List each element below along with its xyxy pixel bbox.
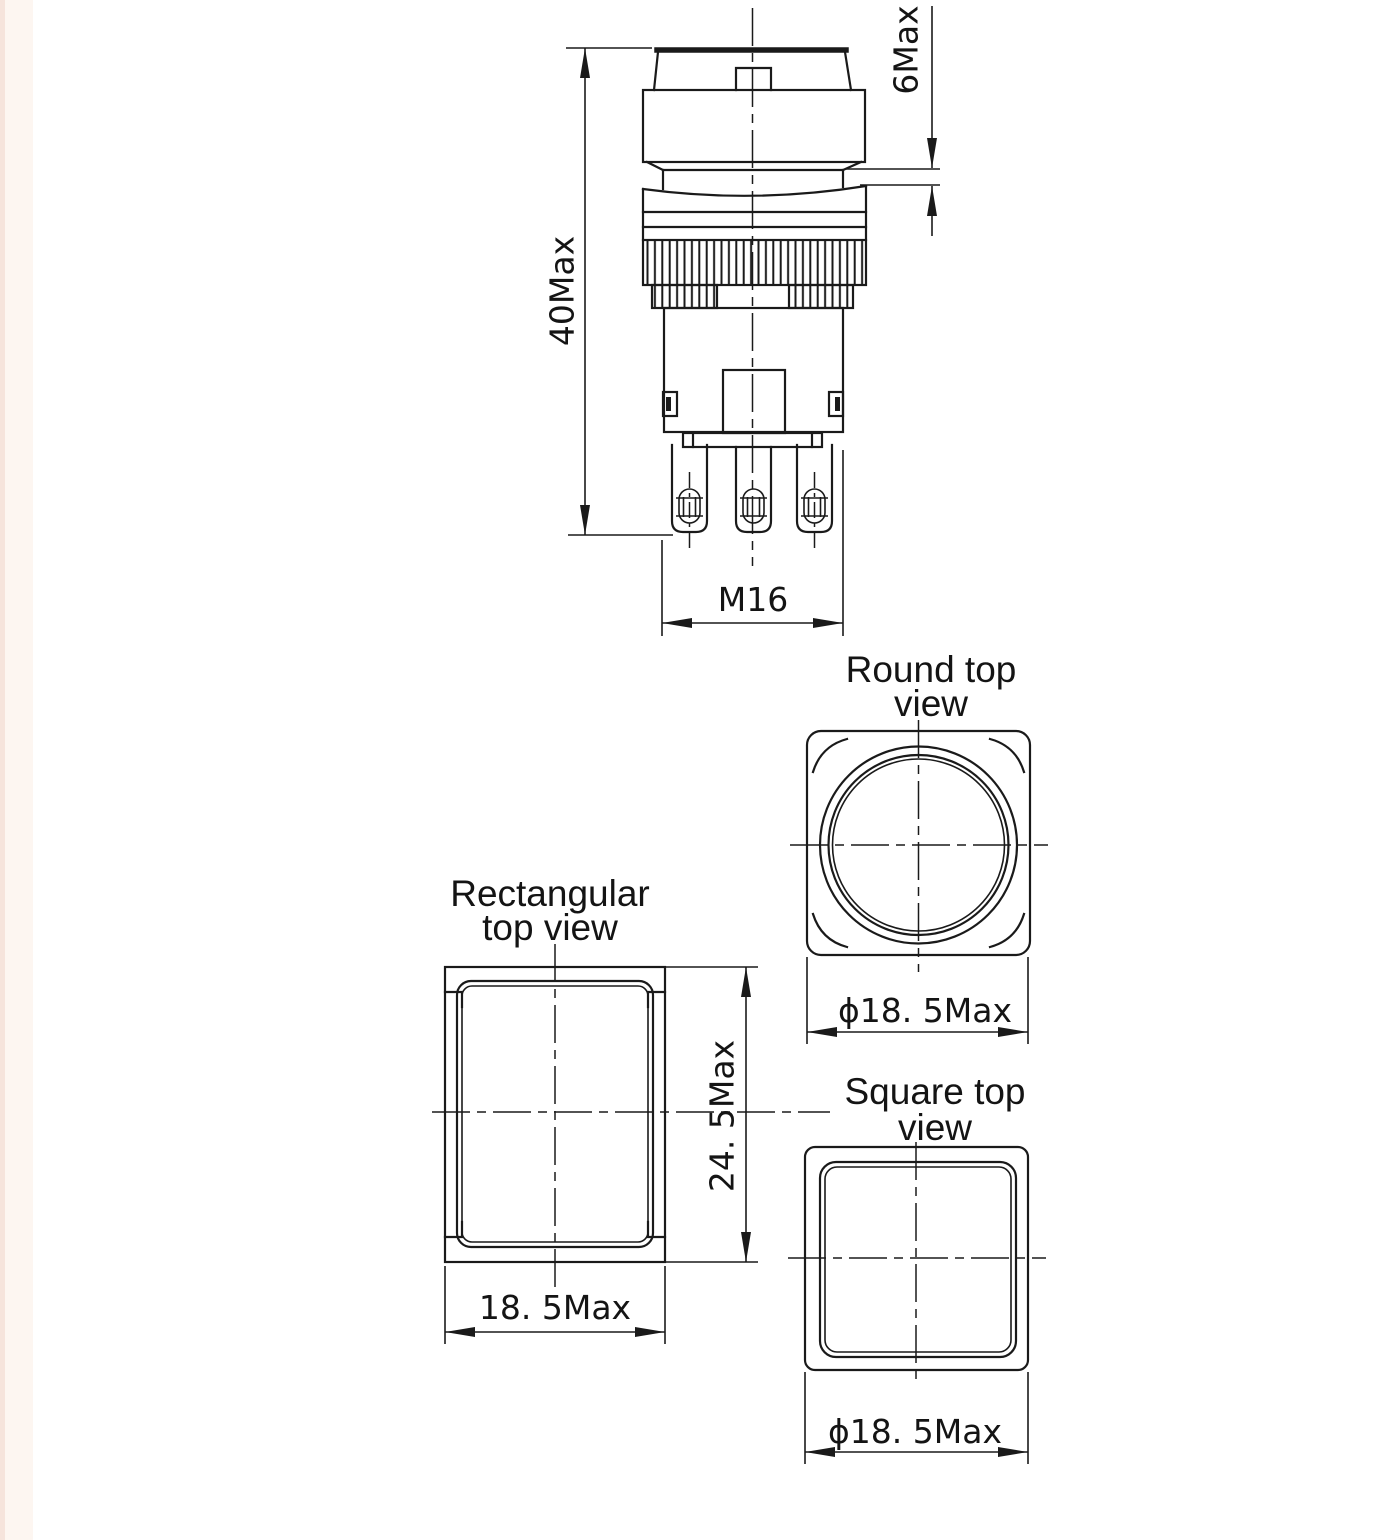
square-view-title-line1: Square top <box>844 1071 1026 1112</box>
rect-height-text: 24. 5Max <box>702 1039 742 1193</box>
thread-leg-right <box>789 285 853 308</box>
terminal-pin-left <box>672 445 707 550</box>
rectangular-top-view <box>432 873 830 1344</box>
page-edge-tint-soft <box>5 0 33 1540</box>
round-view-title-line2: view <box>893 683 969 724</box>
square-button-inner <box>825 1167 1011 1352</box>
rect-view-title-line2: top view <box>482 907 618 948</box>
dim-travel-text: 6Max <box>886 5 926 95</box>
thread-section <box>643 240 866 285</box>
terminal-pin-middle <box>736 447 771 532</box>
side-view <box>643 8 866 566</box>
thread-leg-left <box>652 285 717 308</box>
round-top-view <box>790 649 1048 1044</box>
bezel <box>643 90 865 162</box>
round-view-title-line1: Round top <box>845 649 1017 690</box>
square-view-title-line2: view <box>897 1107 973 1148</box>
plunger <box>723 370 785 433</box>
square-top-view <box>788 1071 1046 1464</box>
cap-notch <box>736 68 771 90</box>
dim-thread-text: M16 <box>717 580 789 619</box>
terminal-pin-right <box>797 445 832 550</box>
square-diameter-text: ϕ18. 5Max <box>828 1412 1002 1451</box>
dim-height-text: 40Max <box>542 235 582 347</box>
rect-view-title-line1: Rectangular <box>450 873 650 914</box>
dimension-6max <box>846 5 940 236</box>
square-button-outer <box>820 1162 1016 1357</box>
round-diameter-text: ϕ18. 5Max <box>838 991 1012 1030</box>
flange-arc <box>643 186 866 196</box>
page-edge-tint <box>0 0 5 1540</box>
rect-width-text: 18. 5Max <box>478 1288 632 1327</box>
